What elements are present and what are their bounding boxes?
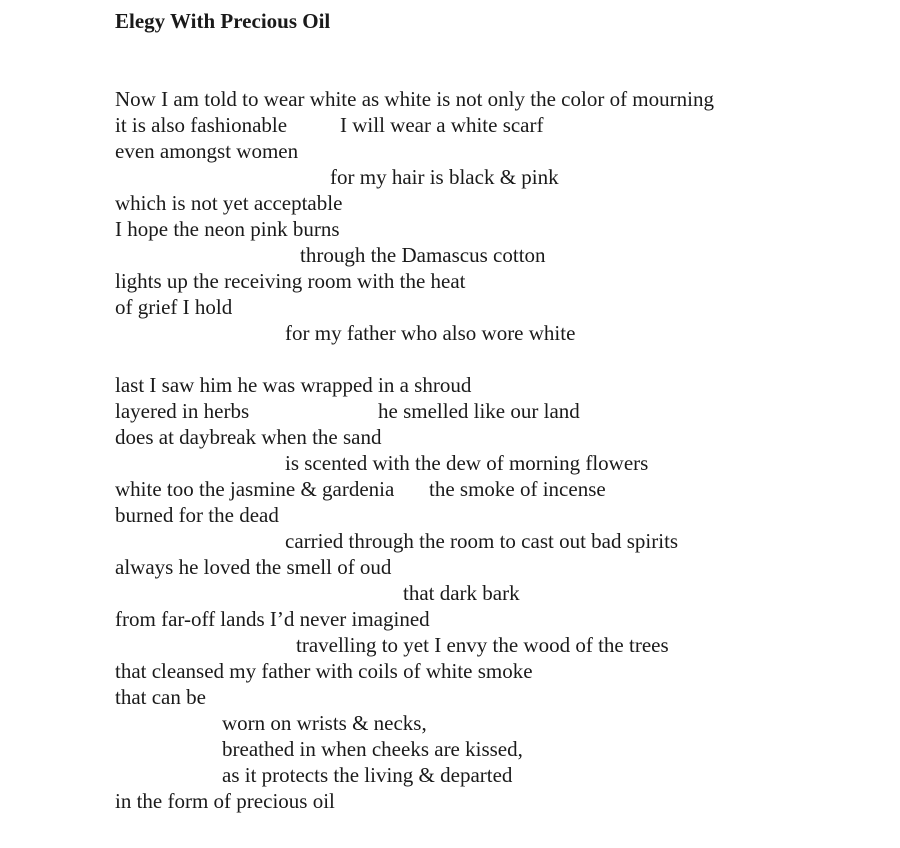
poem-line-segment: it is also fashionable [115,113,288,137]
poem-line: is scented with the dew of morning flowers [285,451,649,475]
poem-line-segment: layered in herbs [115,399,250,423]
poem-line: I hope the neon pink burns [115,217,340,241]
poem-line-segment: white too the jasmine & gardenia [115,477,395,501]
poem-line: in the form of precious oil [115,789,335,813]
poem-line: through the Damascus cotton [300,243,546,267]
poem-line: does at daybreak when the sand [115,425,382,449]
poem-line: that dark bark [403,581,520,605]
poem-line: always he loved the smell of oud [115,555,392,579]
poem-line: that cleansed my father with coils of white smoke [115,659,533,683]
poem-line-segment: he smelled like our land [378,399,580,423]
poem-line: breathed in when cheeks are kissed, [222,737,523,761]
poem-line: last I saw him he was wrapped in a shroud [115,373,472,397]
poem-line: from far-off lands I’d never imagined [115,607,430,631]
poem-line: worn on wrists & necks, [222,711,427,735]
poem-line: burned for the dead [115,503,279,527]
poem-title: Elegy With Precious Oil [115,9,331,33]
poem-line-segment: the smoke of incense [429,477,606,501]
poem-line: lights up the receiving room with the heat [115,269,466,293]
poem-line [115,476,606,502]
poem-line: Now I am told to wear white as white is not only the color of mourning [115,87,714,111]
poem-line-segment: I will wear a white scarf [340,113,544,137]
poem-line: for my hair is black & pink [330,165,559,189]
poem-line: which is not yet acceptable [115,191,343,215]
poem-line: travelling to yet I envy the wood of the trees [296,633,669,657]
poem-line [115,112,544,138]
poem-line: that can be [115,685,206,709]
poem-line [115,398,580,424]
poem-line: of grief I hold [115,295,233,319]
poem-line: for my father who also wore white [285,321,576,345]
poem-line: even amongst women [115,139,299,163]
poem-line: carried through the room to cast out bad spirits [285,529,679,553]
poem-line: as it protects the living & departed [222,763,513,787]
